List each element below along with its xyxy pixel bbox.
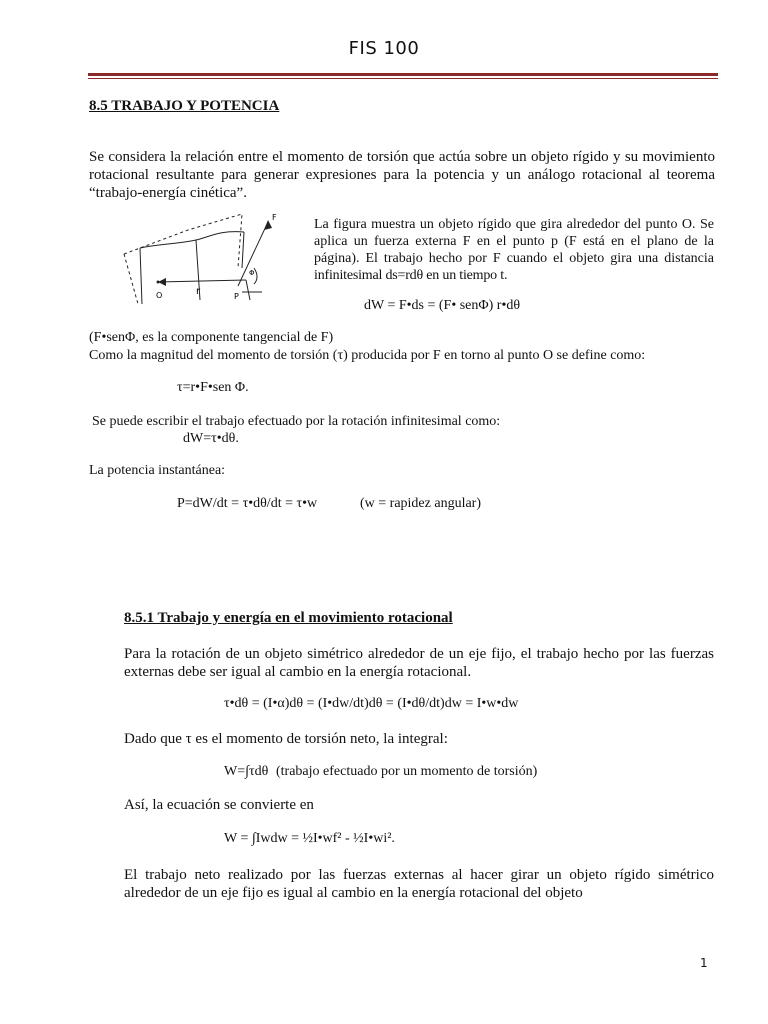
label-O: O — [156, 291, 163, 300]
net-torque-line: Dado que τ es el momento de torsión neto, la integral: — [124, 731, 448, 747]
body-left-edge — [140, 248, 142, 304]
label-r: r — [196, 286, 201, 297]
figure-description-text: La figura muestra un objeto rígido que gira alrededor del punto O. Se aplica un fuerza externa F en el punto p (F está en el plano de la página). El trabajo hecho por F cuando el objeto gira una distancia — [314, 217, 714, 266]
section-title: 8.5 TRABAJO Y POTENCIA — [89, 98, 280, 114]
equation-dw-tau: dW=τ•dθ. — [183, 431, 239, 446]
label-P: P — [234, 292, 239, 301]
equation-tau: τ=r•F•sen Φ. — [177, 380, 249, 395]
equation-power: P=dW/dt = τ•dθ/dt = τ•w — [177, 496, 318, 511]
label-F: F — [272, 213, 277, 222]
equation-integral-note: (trabajo efectuado por un momento de torsión) — [276, 764, 538, 779]
page-header-title: FIS 100 — [348, 38, 420, 59]
header-rule-thick — [88, 73, 718, 76]
figure-description — [314, 216, 714, 284]
figure-description-last-line: infinitesimal ds=rdθ en un tiempo t. — [314, 268, 508, 283]
tangent-line — [246, 280, 250, 300]
rigid-body-figure — [118, 208, 304, 310]
subsection-intro-paragraph: Para la rotación de un objeto simétrico alrededor de un eje fijo, el trabajo hecho por las fuerzas externas debe ser igual al cambio en la energía rotacional. — [124, 646, 714, 680]
header-rule-thin — [88, 78, 718, 79]
radius-line — [158, 280, 246, 282]
equation-becomes-line: Así, la ecuación se convierte en — [124, 797, 314, 813]
equation-work-energy: W = ∫Iwdw = ½I•wf² - ½I•wi². — [224, 831, 395, 846]
equation-dw: dW = F•ds = (F• senΦ) r•dθ — [364, 298, 521, 313]
final-paragraph: El trabajo neto realizado por las fuerzas externas al hacer girar un objeto rígido simétrico alrededor de un eje fijo es igual al cambio en la energía rotacional del objeto — [124, 867, 714, 901]
body-right-edge — [242, 232, 244, 268]
point-o-dot — [157, 281, 160, 284]
infinitesimal-work-line: Se puede escribir el trabajo efectuado por la rotación infinitesimal como: — [92, 414, 501, 429]
section-intro-paragraph: Se considera la relación entre el momento de torsión que actúa sobre un objeto rígido y su movimiento rotacional resultante para generar expresiones para la potencia y un análogo rotacional al teorema “trabajo-energía cinética”. — [89, 149, 715, 201]
equation-integral: W=∫τdθ — [224, 764, 269, 779]
equation-work-rotation: τ•dθ = (I•α)dθ = (I•dw/dt)dθ = (I•dθ/dt)dw = I•w•dw — [224, 696, 519, 711]
instant-power-line: La potencia instantánea: — [89, 463, 226, 478]
page-number: 1 — [700, 956, 708, 970]
body-dashed-outline-left — [124, 254, 138, 304]
tangential-component-line: (F•senΦ, es la componente tangencial de F) — [89, 330, 334, 345]
equation-power-note: (w = rapidez angular) — [360, 496, 482, 511]
subsection-title: 8.5.1 Trabajo y energía en el movimiento rotacional — [124, 610, 453, 626]
label-phi: Φ — [249, 269, 255, 277]
body-curved-edge — [140, 232, 244, 248]
force-arrowhead — [264, 220, 272, 230]
torque-magnitude-line: Como la magnitud del momento de torsión (τ) producida por F en torno al punto O se define como: — [89, 348, 646, 363]
body-dashed-outline-back — [124, 214, 242, 268]
